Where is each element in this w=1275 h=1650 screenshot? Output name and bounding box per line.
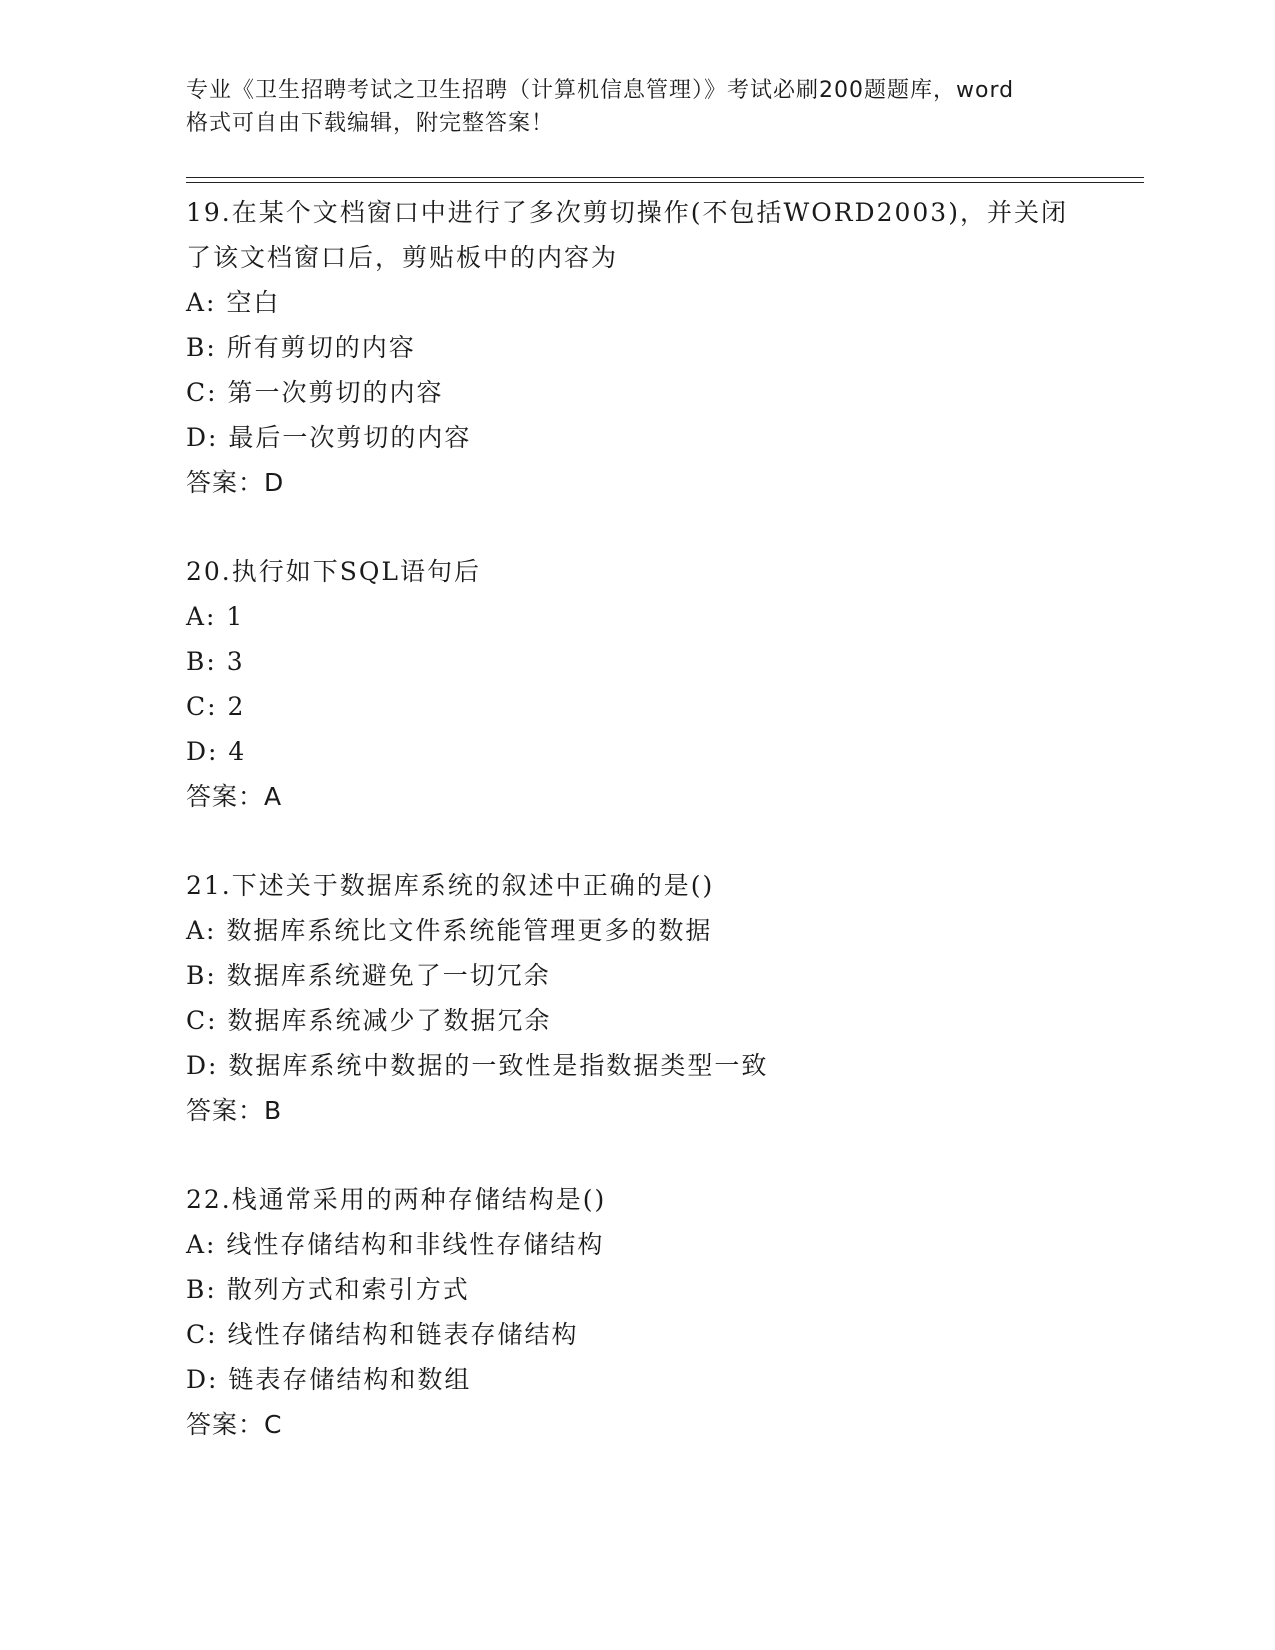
document-header [186,74,1086,140]
question-stem: 了该文档窗口后，剪贴板中的内容为 [186,243,619,272]
option-d: D: 链表存储结构和数组 [186,1365,472,1394]
option-c: C: 2 [186,692,246,721]
header-divider-bottom [186,182,1144,183]
option-a: A: 1 [186,602,245,631]
question-block [186,1177,1146,1447]
answer-line: 答案：A [186,782,283,811]
option-b: B: 所有剪切的内容 [186,333,416,362]
option-c: C: 数据库系统减少了数据冗余 [186,1006,552,1035]
question-stem: 22.栈通常采用的两种存储结构是() [186,1185,607,1214]
question-stem: 19.在某个文档窗口中进行了多次剪切操作(不包括WORD2003)，并关闭 [186,198,1068,227]
answer-line: 答案：C [186,1410,283,1439]
option-b: B: 3 [186,647,245,676]
header-line-1: 专业《卫生招聘考试之卫生招聘（计算机信息管理）》考试必刷200题题库，word [186,78,1015,103]
answer-line: 答案：D [186,468,285,497]
option-d: D: 4 [186,737,247,766]
option-d: D: 数据库系统中数据的一致性是指数据类型一致 [186,1051,769,1080]
option-c: C: 线性存储结构和链表存储结构 [186,1320,579,1349]
question-block [186,549,1146,819]
option-d: D: 最后一次剪切的内容 [186,423,472,452]
question-stem: 20.执行如下SQL语句后 [186,557,481,586]
question-block [186,190,1146,505]
answer-line: 答案：B [186,1096,283,1125]
option-a: A: 空白 [186,288,281,317]
option-a: A: 线性存储结构和非线性存储结构 [186,1230,605,1259]
option-b: B: 数据库系统避免了一切冗余 [186,961,551,990]
question-list [186,190,1146,1491]
header-divider-top [186,177,1144,178]
option-b: B: 散列方式和索引方式 [186,1275,470,1304]
header-line-2: 格式可自由下载编辑，附完整答案！ [186,111,555,136]
question-stem: 21.下述关于数据库系统的叙述中正确的是() [186,871,715,900]
option-a: A: 数据库系统比文件系统能管理更多的数据 [186,916,713,945]
option-c: C: 第一次剪切的内容 [186,378,444,407]
question-block [186,863,1146,1133]
